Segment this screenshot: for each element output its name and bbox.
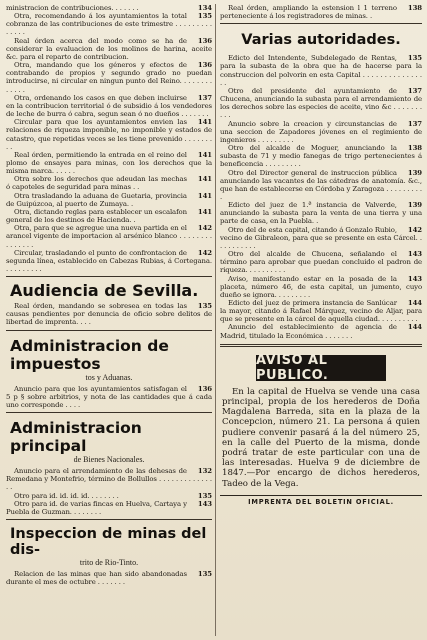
left-column <box>6 4 212 586</box>
page-number: 142 <box>197 224 212 233</box>
index-entry <box>6 500 212 516</box>
index-entry <box>6 175 212 191</box>
entry-text: Otro para id. id. id. id. . . . . . . . <box>14 491 119 500</box>
page-number: 135 <box>197 12 212 21</box>
index-entry <box>220 201 422 225</box>
section-rule <box>6 412 212 413</box>
index-entry <box>220 144 422 168</box>
index-entry <box>6 61 212 94</box>
aviso-body: En la capital de Huelva se vende una casa principal, propia de los herederos de Doña Magdalena Barreda, sita en la plaza de la Concepcion, número 21. La persona á quien pudiere convenir pasará á la del número 25, en la calle del Puerto de la misma, donde podrá tratar de este particular con una de las interesadas. Huelva 9 de diciembre de 1847.—Por encargo de dichos herederos, Tadeo de la Vega. <box>222 386 420 489</box>
entry-text: Otro del alcalde de Chucena, señalando el término para aprobar que puedan concluido el padron de riqueza. . . . . . . . . . <box>220 250 422 275</box>
entry-text: Circular para que los ayuntamientos envien las relaciones de riqueza imponible, no imponible y estados de catastro, que repetidas veces se les tiene prevenido . . . . . . . . . <box>6 118 212 151</box>
heading-audiencia: Audiencia de Sevilla. <box>10 281 199 301</box>
page-number: 142 <box>197 248 212 257</box>
impuestos-entries <box>6 385 212 409</box>
entry-text: Otro del alcalde de Moguer, anunciando la subasta de 71 y medio fanegas de trigo pertenecientes á beneficencia . . . . . . . . . <box>220 144 422 169</box>
index-entry <box>6 94 212 118</box>
heading-minas: Inspeccion de minas del dis- <box>10 526 207 559</box>
page-number: 135 <box>197 491 212 500</box>
section-rule-double <box>220 344 422 347</box>
page-number: 143 <box>197 499 212 508</box>
entry-text: Real órden, permitiendo la entrada en el reino del plomo de ensayes para minas, con los derechos que la misma marca. . . . . . <box>6 150 212 176</box>
entry-text: Anuncio para que los ayuntamientos satisfagan el 5 p § sobre arbitrios, y nota de las cantidades que á cada uno corresponde . . . . <box>6 384 212 409</box>
index-entry <box>220 87 422 120</box>
index-entry <box>6 208 212 224</box>
index-entry <box>6 12 212 36</box>
index-entry <box>220 4 422 20</box>
subheading-minas: trito de Rio-Tinto. <box>79 558 139 568</box>
index-entry <box>6 492 212 500</box>
index-entry <box>6 118 212 151</box>
page-number: 141 <box>197 191 212 200</box>
page-number: 135 <box>407 54 422 63</box>
index-entry <box>6 302 212 326</box>
page-number: 137 <box>407 86 422 95</box>
entry-text: Real órden, mandando se sobresea en todas las causas pendientes por denuncia de oficio sobre delitos de libertad de imprenta. . . . <box>6 302 212 327</box>
footer-rule <box>220 495 422 496</box>
right-column <box>220 4 422 506</box>
subheading-impuestos: tos y Aduanas. <box>85 372 133 382</box>
section-rule <box>6 276 212 277</box>
index-entry <box>6 249 212 273</box>
page-number: 144 <box>407 299 422 307</box>
subheading-bienes: de Bienes Nacionales. <box>73 455 145 465</box>
aviso-banner <box>256 352 386 383</box>
page-number: 139 <box>407 201 422 210</box>
entry-text: Otro del Director general de instruccion pública anunciando las vacantes de las cátedras de anatomía. &c., que han de establecerse en Córdoba y Zaragoza . . . . . . . . . . <box>220 168 422 201</box>
audiencia-entries <box>6 302 212 326</box>
page-number: 135 <box>197 570 212 579</box>
section-rule <box>220 23 422 24</box>
entry-text: Circular, trasladando el punto de confrontacion de segunda línea, establecido en Cabezas Rubias, á Cortegana. . . . . . . . . . <box>6 248 212 273</box>
entry-text: Otro del presidente del ayuntamiento de Chucena, anunciando la subasta para el arrendamiento de los derechos sobre las especies de aceite, vino &c . . . . . . . . . . <box>220 86 422 120</box>
index-entry <box>6 151 212 175</box>
page-number: 141 <box>197 207 212 216</box>
index-entry <box>6 385 212 409</box>
page-number: 137 <box>197 93 212 102</box>
entry-text: Aviso, manifestando estar en la posada de la placeta, número 46, de esta capital, un jumento, cuyo dueño se ignora. . . . . . . . . <box>220 274 422 299</box>
index-entry <box>6 4 212 12</box>
heading-bienes: Administracion principal <box>10 419 142 456</box>
page-number: 136 <box>197 384 212 393</box>
right-top-entries <box>220 4 422 20</box>
page-number: 141 <box>197 175 212 184</box>
varias-entries <box>220 54 422 339</box>
page-number: 143 <box>407 250 422 259</box>
index-entry <box>220 54 422 87</box>
bienes-entries <box>6 467 212 516</box>
entry-text: Real órden, ampliando la estension l 1 terreno perteneciente á los registradores de minas. . <box>220 4 397 21</box>
left-top-entries <box>6 4 212 273</box>
page-number: 138 <box>407 144 422 153</box>
entry-text: Otra, ordenando los casos en que deben incluirse en la contribucion territorial ó de subsidio á los vendedores de leche de burra ó cabra, segun sean ó no dueños . . . . . . . <box>6 93 212 119</box>
index-entry <box>220 250 422 274</box>
entry-text: Edicto del juez de primera instancia de Sanlúcar la mayor, citando á Rafael Márquez, vecino de Aljar, para que se presente en la cárcel de aquella ciudad. . . . . . . . . . <box>220 299 422 324</box>
imprenta-footer: IMPRENTA DEL BOLETIN OFICIAL. <box>248 497 394 506</box>
index-entry <box>6 570 212 586</box>
index-entry <box>220 299 422 323</box>
index-entry <box>220 226 422 250</box>
entry-text: Otra sobre los derechos que adeudan las mechas ó capoteles de seguridad para minas . . <box>6 175 187 192</box>
entry-text: Otra, recomendando á los ayuntamientos la total cobranza de las contribuciones de este trimestre . . . . . . . . . . . . . . <box>6 12 212 37</box>
index-entry <box>220 323 422 339</box>
index-entry <box>220 120 422 144</box>
heading-impuestos: Administracion de impuestos <box>10 336 169 373</box>
index-entry <box>220 169 422 202</box>
entry-text: Otra, dictando reglas para establecer un escalafon general de los destinos de Hacienda. . <box>6 207 187 225</box>
minas-entries <box>6 570 212 586</box>
entry-text: Real órden acerca del modo como se ha de considerar la evaluacion de los molinos de harina, aceite &c. para el reparto de contribucion. <box>6 36 212 61</box>
index-entry <box>6 192 212 208</box>
entry-text: Otro para id. de varias fincas en Huelva, Cartaya y Puebla de Guzman. . . . . . . . <box>6 499 187 516</box>
page-number: 139 <box>407 168 422 177</box>
page-number: 135 <box>197 302 212 311</box>
page-number: 132 <box>197 467 212 476</box>
entry-text: Edicto del juez de 1.ª instancia de Valverde, anunciando la subasta para la venta de una tierra y una parte de casa, en la Puebla. . <box>220 201 422 226</box>
page-number: 141 <box>197 150 212 159</box>
entry-text: Anuncio del establecimiento de agencia de Madrid, titulado la Económica . . . . . . . <box>220 323 397 340</box>
page-number: 134 <box>197 4 212 12</box>
entry-text: Anuncio sobre la creacion y circunstancias de una seccion de Zapadores jóvenes en el regimiento de ingenieros . . . . . . . . . <box>220 119 422 144</box>
column-divider <box>215 4 216 636</box>
entry-text: Otro del de esta capital, citando á Gonzalo Rubio, vecino de Gibraleon, para que se presente en esta Cárcel. . . . . . . . . . . <box>220 225 422 250</box>
index-entry <box>220 275 422 299</box>
index-entry <box>6 224 212 248</box>
heading-varias: Varias autoridades. <box>241 32 401 49</box>
entry-text: Otra, mandando que los géneros y efectos de contrabando de propios y segundo grado no puedan introducirse, ni circular en ningun punto del Reino. . . . . . . . . . . . . <box>6 61 212 94</box>
page-number: 141 <box>197 118 212 127</box>
index-entry <box>6 467 212 491</box>
entry-text: Anuncio para el arrendamiento de las dehesas de Remedana y Montefrio, término de Bollullos . . . . . . . . . . . . . . . <box>6 467 212 492</box>
page-number: 136 <box>197 61 212 70</box>
entry-text: Otra trasladando la aduana de Guetaria, provincia de Guipúzcoa, al puerto de Zumaya. . <box>6 191 187 208</box>
section-rule <box>6 330 212 331</box>
page-number: 137 <box>407 119 422 128</box>
entry-text: Otra, para que se agregue una nueva partida en el arancel vigente de importacion al arsénico blanco . . . . . . . . . . . . . . . <box>6 224 212 249</box>
page-number: 144 <box>407 323 422 332</box>
index-entry <box>6 37 212 61</box>
page-number: 142 <box>407 225 422 234</box>
page-number: 138 <box>407 4 422 12</box>
entry-text: Relacion de las minas que han sido abandonadas durante el mes de octubre . . . . . . . <box>6 570 187 587</box>
section-rule <box>6 519 212 520</box>
page-number: 136 <box>197 36 212 45</box>
page-number: 143 <box>407 274 422 283</box>
aviso-banner-text: AVISO AL PUBLICO. <box>256 352 329 383</box>
entry-text: ministracion de contribuciones. . . . . . . <box>6 4 139 12</box>
entry-text: Edicto del Intendente, Subdelegado de Rentas, para la subasta de la obra que ha de hacerse para la construccion del polvorin en esta Capital . . . . . . . . . . . . . . . . <box>220 54 422 87</box>
